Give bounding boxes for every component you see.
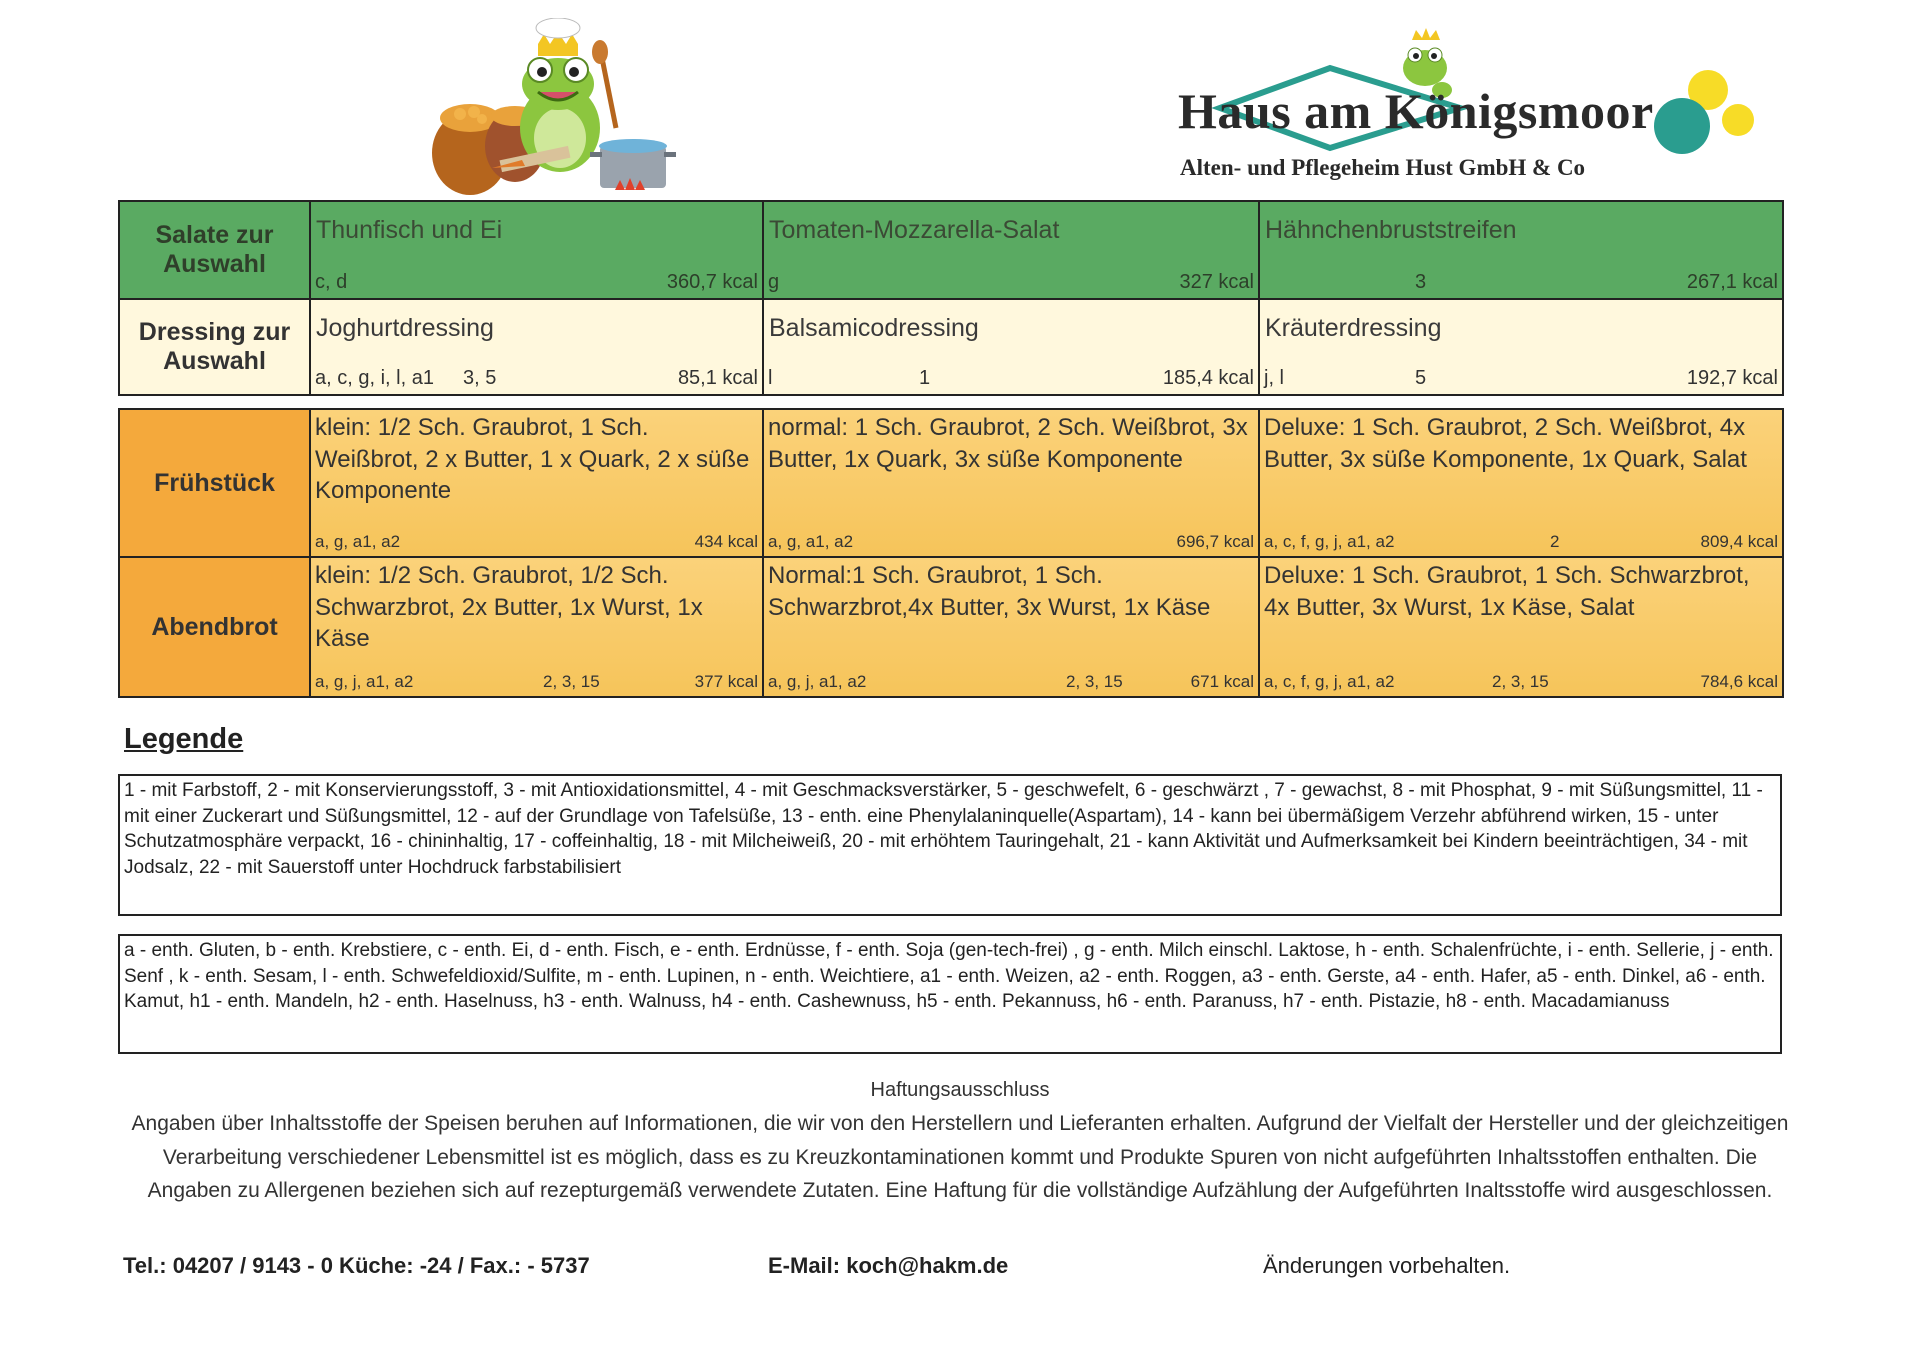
brand-subtitle: Alten- und Pflegeheim Hust GmbH & Co [1180,155,1586,180]
salad-option-2 [763,201,1259,299]
dinner-additives: 2, 3, 15 [543,672,600,691]
breakfast-row [119,409,1783,557]
breakfast-description: normal: 1 Sch. Graubrot, 2 Sch. Weißbrot, 3x Butter, 1x Quark, 3x süße Komponente [768,414,1248,473]
bread-meals-table [118,408,1784,698]
chef-frog-illustration [430,18,690,200]
dinner-allergens: a, g, j, a1, a2 [768,672,867,691]
breakfast-allergens: a, g, a1, a2 [768,532,854,551]
salad-allergens: g [768,271,780,293]
additives-legend-text: 1 - mit Farbstoff, 2 - mit Konservierungsstoff, 3 - mit Antioxidationsmittel, 4 - mit Geschmacksverstärker, 5 - geschwefelt, 6 - geschwärzt , 7 - gewachst, 8 - mit Phosphat, 9 - mit Süßungsmittel, 11 - mit einer Zuckerart und Süßungsmittel, 12 - auf der Grundlage von Tafelsüße, 13 - enth. eine Phenylalaninquelle(Aspartam), 14 - kann bei übermäßigem Verzehr abführend wirken, 15 - unter Schutzatmosphäre verpackt, 16 - chininhaltig, 17 - coffeinhaltig, 18 - mit Milcheiweiß, 20 - mit erhöhtem Tauringehalt, 21 - kann Aktivität und Aufmerksamkeit bei Kindern beeinträchtigen, 34 - mit Jodsalz, 22 - mit Sauerstoff unter Hochdruck farbstabilisiert [124,780,1763,878]
breakfast-allergens: a, c, f, g, j, a1, a2 [1264,532,1395,551]
dinner-kcal: 671 kcal [1190,672,1254,691]
dinner-additives: 2, 3, 15 [1492,672,1549,691]
breakfast-description: klein: 1/2 Sch. Graubrot, 1 Sch. Weißbrot, 2 x Butter, 1 x Quark, 2 x süße Komponente [315,414,750,504]
disclaimer-title: Haftungsausschluss [870,1079,1050,1101]
dressing-row-label: Dressing zur Auswahl [119,299,310,395]
dressing-additives: 3, 5 [463,367,497,389]
dressing-kcal: 185,4 kcal [1162,367,1254,389]
dinner-row-label: Abendbrot [119,557,310,697]
dinner-kcal: 377 kcal [694,672,758,691]
breakfast-kcal: 434 kcal [694,532,758,551]
additives-legend-box [118,774,1782,916]
dressing-option-1 [310,299,763,395]
salad-row-label: Salate zur Auswahl [119,201,310,299]
dressing-option-3 [1259,299,1783,395]
dressing-name: Joghurtdressing [316,314,494,342]
dinner-description: Normal:1 Sch. Graubrot, 1 Sch. Schwarzbrot,4x Butter, 3x Wurst, 1x Käse [768,562,1211,621]
dinner-option-small [310,557,763,697]
breakfast-option-small [310,409,763,557]
dressing-option-2 [763,299,1259,395]
salad-kcal: 360,7 kcal [666,271,758,293]
dinner-description: klein: 1/2 Sch. Graubrot, 1/2 Sch. Schwarzbrot, 2x Butter, 1x Wurst, 1x Käse [315,562,703,652]
dinner-allergens: a, c, f, g, j, a1, a2 [1264,672,1395,691]
dinner-allergens: a, g, j, a1, a2 [315,672,414,691]
dinner-kcal: 784,6 kcal [1700,672,1778,691]
dinner-option-deluxe [1259,557,1783,697]
breakfast-option-normal [763,409,1259,557]
salad-row [119,201,1783,299]
salad-kcal: 327 kcal [1179,271,1254,293]
dinner-additives: 2, 3, 15 [1066,672,1123,691]
dressing-kcal: 85,1 kcal [677,367,758,389]
dressing-allergens: l [768,367,773,389]
footer-email[interactable]: E-Mail: koch@hakm.de [768,1253,1009,1278]
dinner-option-normal [763,557,1259,697]
salad-allergens: c, d [315,271,348,293]
dressing-allergens: j, l [1264,367,1284,389]
allergens-legend-box [118,934,1782,1054]
salad-name: Tomaten-Mozzarella-Salat [769,216,1060,244]
breakfast-kcal: 696,7 kcal [1176,532,1254,551]
brand-name: Haus am Königsmoor [1178,83,1654,139]
disclaimer-body: Angaben über Inhaltsstoffe der Speisen beruhen auf Informationen, die wir von den Herstellern und Lieferanten erhalten. Aufgrund der Vielfalt der Hersteller und der gleichzeitigen Verarbeitung verschiedener Lebensmittel ist es möglich, dass es zu Kreuzkontaminationen kommt und Produkte Spuren von nicht aufgeführten Inhaltsstoffen enthalten. Die Angaben zu Allergenen beziehen sich auf rezepturgemäß verwendete Zutaten. Eine Haftung für die vollständige Aufzählung der Aufgeführten Inaltsstoffe wird ausgeschlossen. [131,1112,1789,1202]
breakfast-row-label: Frühstück [119,409,310,557]
salad-option-3 [1259,201,1783,299]
breakfast-option-deluxe [1259,409,1783,557]
breakfast-kcal: 809,4 kcal [1700,532,1778,551]
legend-title: Legende [124,723,244,755]
allergens-legend-text: a - enth. Gluten, b - enth. Krebstiere, c - enth. Ei, d - enth. Fisch, e - enth. Erdnüsse, f - enth. Soja (gen-tech-frei) , g - enth. Milch einschl. Laktose, h - enth. Schalenfrüchte, i - enth. Sellerie, j - enth. Senf , k - enth. Sesam, l - enth. Schwefeldioxid/Sulfite, m - enth. Lupinen, n - enth. Weichtiere, a1 - enth. Weizen, a2 - enth. Roggen, a3 - enth. Gerste, a4 - enth. Hafer, a5 - enth. Dinkel, a6 - enth. Kamut, h1 - enth. Mandeln, h2 - enth. Haselnuss, h3 - enth. Walnuss, h4 - enth. Cashewnuss, h5 - enth. Pekannuss, h6 - enth. Paranuss, h7 - enth. Pistazie, h8 - enth. Macadamianuss [124,940,1774,1012]
dinner-row [119,557,1783,697]
salad-name: Thunfisch und Ei [316,216,503,244]
dinner-description: Deluxe: 1 Sch. Graubrot, 1 Sch. Schwarzbrot, 4x Butter, 3x Wurst, 1x Käse, Salat [1264,562,1750,621]
dressing-additives: 5 [1415,367,1427,389]
breakfast-additives: 2 [1550,532,1560,551]
salad-kcal: 267,1 kcal [1686,271,1778,293]
salad-name: Hähnchenbruststreifen [1265,216,1517,244]
footer-note: Änderungen vorbehalten. [1263,1253,1511,1278]
salad-additives: 3 [1415,271,1427,293]
salad-dressing-table [118,200,1784,396]
dressing-row [119,299,1783,395]
salad-option-1 [310,201,763,299]
dressing-allergens: a, c, g, i, l, a1 [315,367,434,389]
footer-phone: Tel.: 04207 / 9143 - 0 Küche: -24 / Fax.: - 5737 [123,1253,590,1278]
breakfast-description: Deluxe: 1 Sch. Graubrot, 2 Sch. Weißbrot, 4x Butter, 3x süße Komponente, 1x Quark, Salat [1264,414,1747,473]
dressing-additives: 1 [919,367,931,389]
breakfast-allergens: a, g, a1, a2 [315,532,401,551]
dressing-name: Balsamicodressing [769,314,979,342]
dressing-kcal: 192,7 kcal [1686,367,1778,389]
dressing-name: Kräuterdressing [1265,314,1442,342]
